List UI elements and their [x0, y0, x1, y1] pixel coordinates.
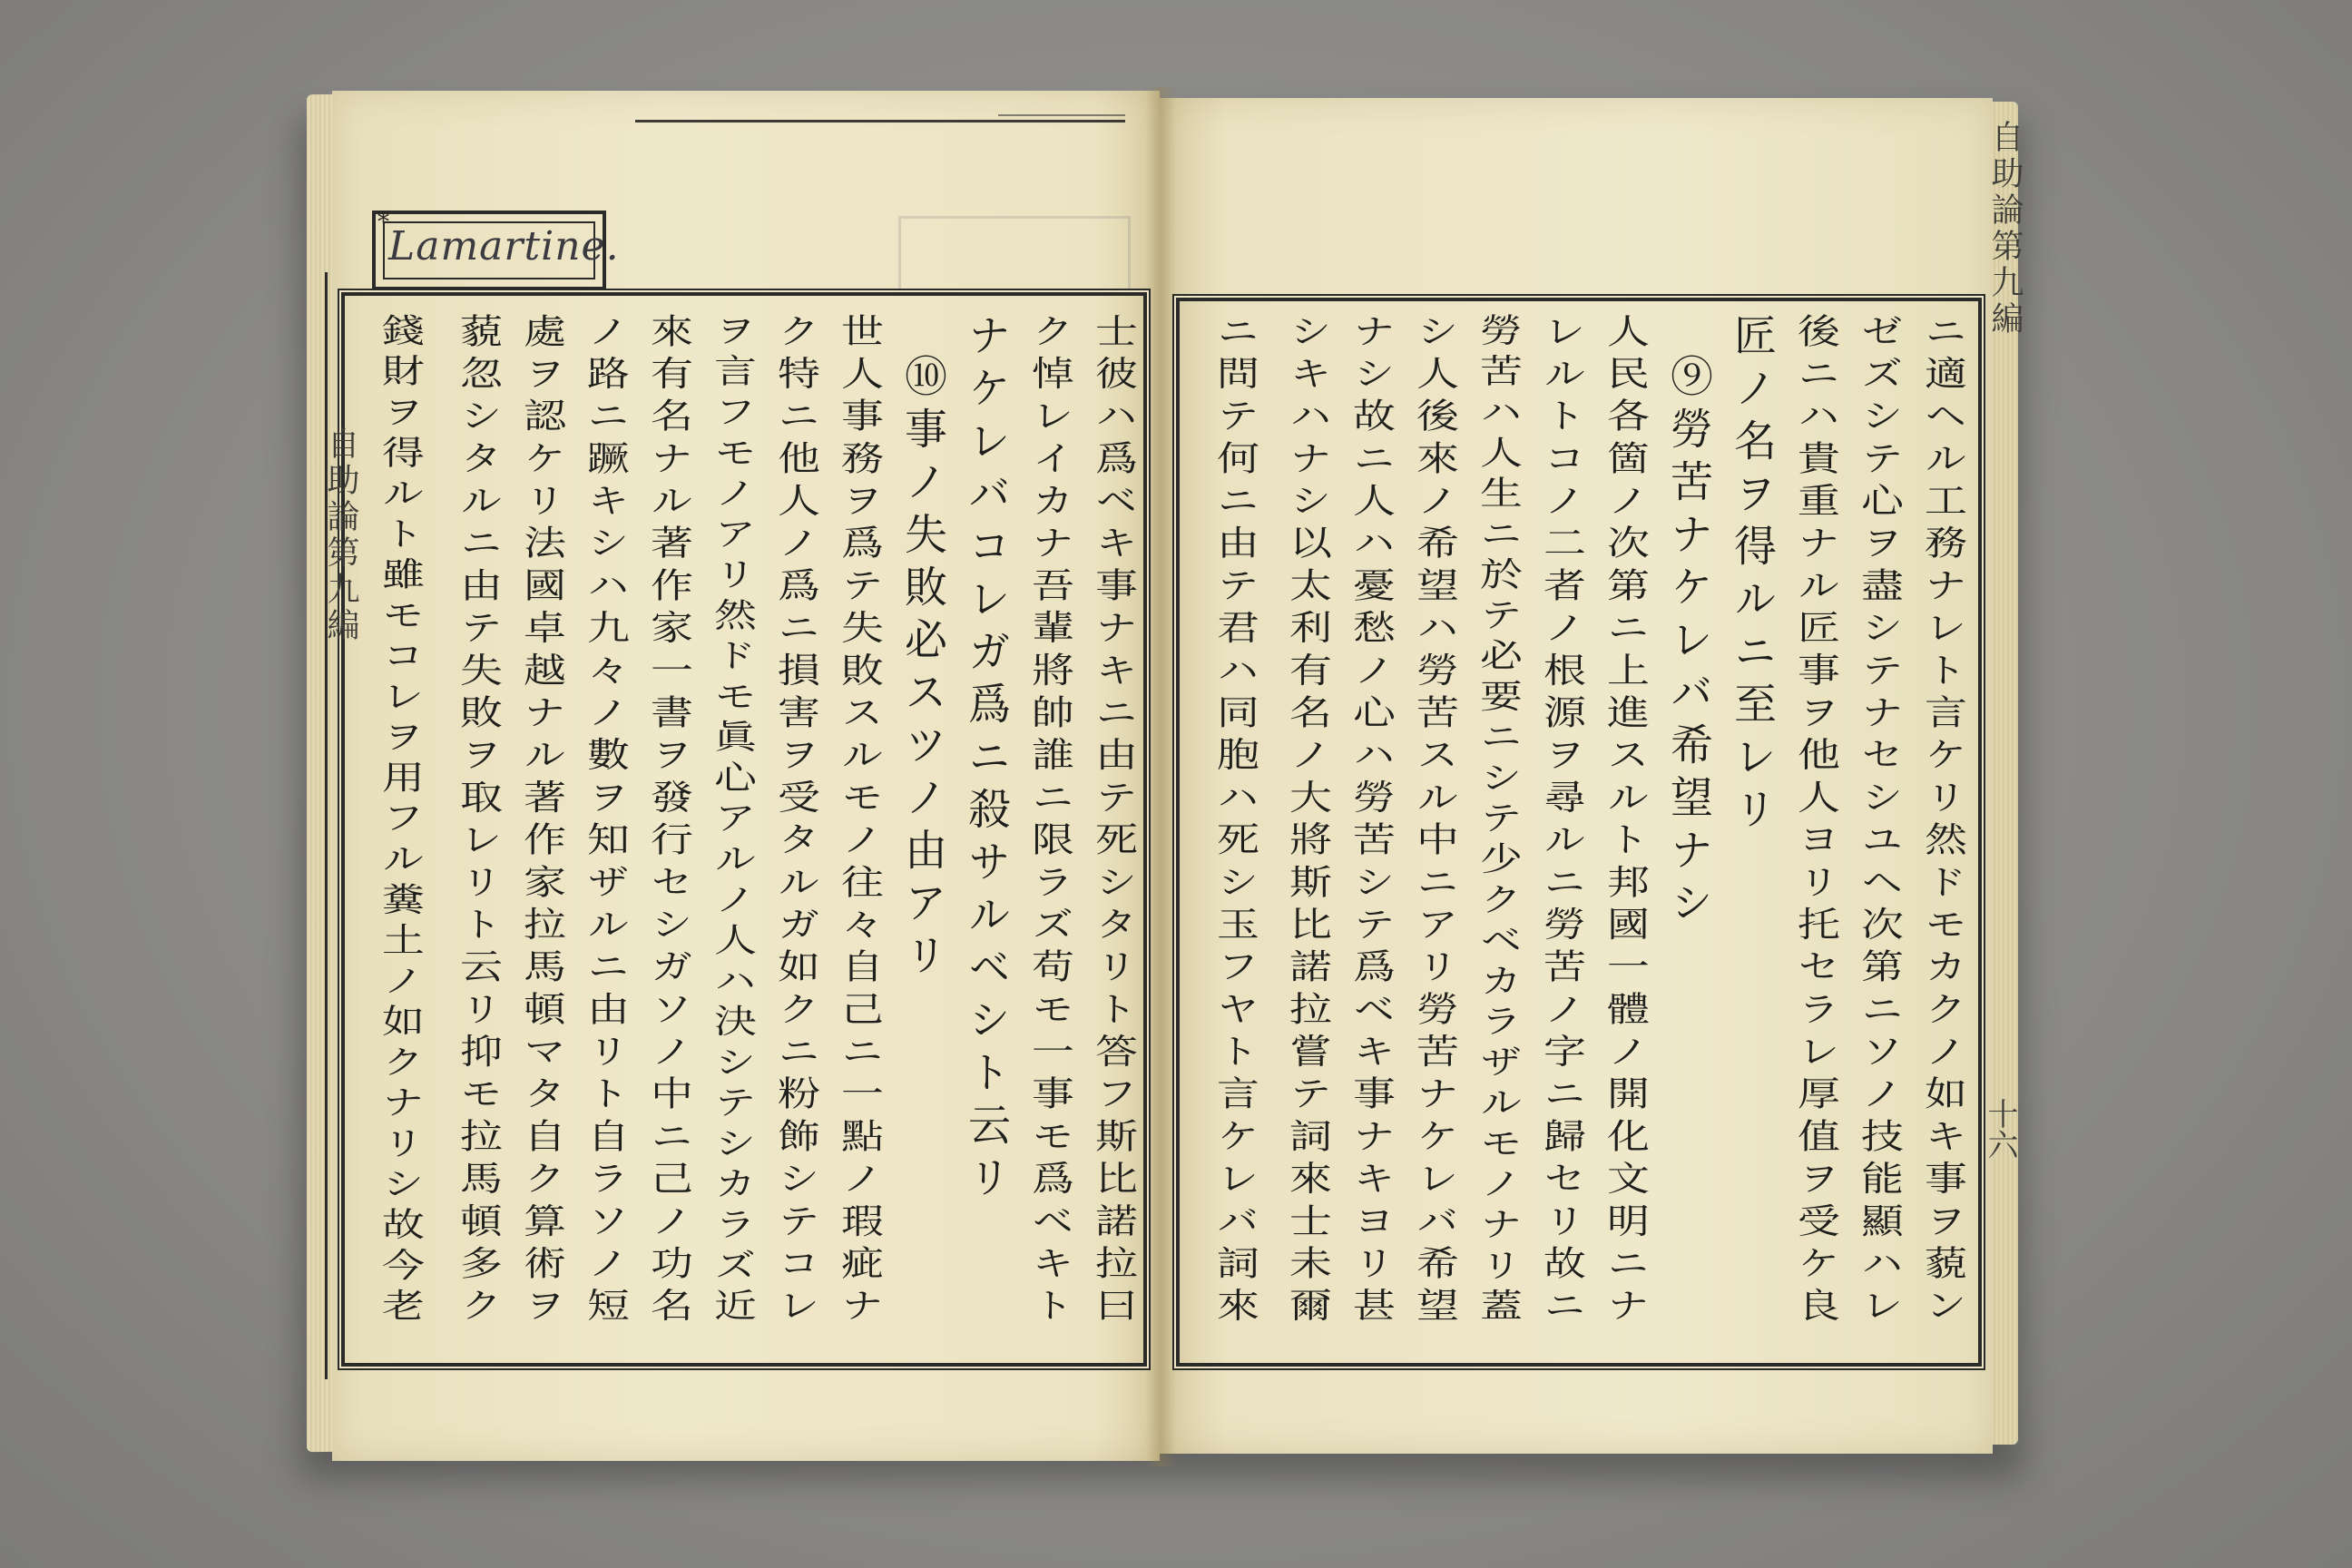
right-col-3: 後ニハ貴重ナル匠事ヲ他人ヨリ托セラレ厚值ヲ受ケ良 — [1790, 313, 1840, 1330]
right-col-10: ナシ故ニ人ハ憂愁ノ心ハ勞苦シテ爲ベキ事ナキヨリ甚 — [1346, 313, 1396, 1330]
top-rule-left — [635, 120, 1125, 122]
heading-cartouche — [372, 209, 620, 290]
right-col-6: 人民各箇ノ次第ニ上進スルト邦國一體ノ開化文明ニナ — [1600, 313, 1650, 1330]
left-col-3: ナケレバコレガ爲ニ殺サルベシト云リ — [961, 313, 1011, 1208]
right-col-7: レルトコノ二者ノ根源ヲ尋ルニ勞苦ノ字ニ歸セリ故ニ — [1536, 313, 1586, 1330]
footnote-asterisk: * — [377, 209, 389, 236]
show-through-mark — [898, 216, 1131, 294]
left-col-5: 世人事務ヲ爲テ失敗スルモノ往々自己ニ一點ノ瑕疵ナ — [834, 313, 884, 1330]
book-gutter — [1145, 87, 1176, 1466]
left-margin-title: 自助論第九編 — [322, 426, 359, 644]
left-col-7: ヲ言フモノアリ然ドモ眞心アルノ人ハ決シテシカラズ近 — [707, 313, 757, 1329]
folio-number: 十六 — [1982, 1098, 2018, 1160]
right-col-12: ニ問テ何ニ由テ君ハ同胞ハ死シ玉フヤト言ケレバ詞來 — [1210, 313, 1259, 1330]
top-rule-left-thin — [998, 114, 1125, 116]
left-col-2: ク悼レイカナ吾輩將帥誰ニ限ラズ苟モ一事モ爲ベキト — [1024, 313, 1074, 1330]
right-col-5: ⑨勞苦ナケレバ希望ナシ — [1663, 354, 1713, 933]
left-col-4: ⑩事ノ失敗必スツノ由アリ — [897, 354, 947, 985]
left-col-8: 來有名ナル著作家一書ヲ發行セシガソノ中ニ己ノ功名 — [643, 313, 693, 1330]
right-col-8: 勞苦ハ人生ニ於テ必要ニシテ少クベカラザルモノナリ蓋 — [1473, 313, 1523, 1329]
left-col-12: 錢財ヲ得ルト雖モコレヲ用フル糞土ノ如クナリシ故今老 — [375, 313, 425, 1329]
heading-text: Lamartine. — [388, 223, 620, 270]
left-col-1: 士彼ハ爲ベキ事ナキニ由テ死シタリト答フ斯比諾拉曰 — [1088, 313, 1138, 1330]
right-col-4: 匠ノ名ヲ得ルニ至レリ — [1727, 313, 1777, 839]
left-col-9: ノ路ニ蹶キシハ九々ノ數ヲ知ザルニ由リト自ラソノ短 — [580, 313, 630, 1330]
right-col-1: ニ適ヘル工務ナレト言ケリ然ドモカクノ如キ事ヲ藐ン — [1917, 313, 1967, 1330]
right-col-2: ゼズシテ心ヲ盡シテナセシユヘ次第ニソノ技能顯ハレ — [1854, 313, 1904, 1330]
right-col-9: シ人後來ノ希望ハ勞苦スル中ニアリ勞苦ナケレバ希望 — [1409, 313, 1459, 1330]
left-col-10: 處ヲ認ケリ法國卓越ナル著作家拉馬頓マタ自ク算術ヲ — [516, 313, 566, 1330]
right-margin-title: 自助論第九編 — [1986, 120, 2024, 338]
left-col-6: ク特ニ他人ノ爲ニ損害ヲ受タルガ如クニ粉飾シテコレ — [770, 313, 820, 1330]
right-col-11: シキハナシ以太利有名ノ大將斯比諾拉嘗テ詞來士未爾 — [1282, 313, 1332, 1330]
left-col-11: 藐忽シタルニ由テ失敗ヲ取レリト云リ抑モ拉馬頓多ク — [453, 313, 503, 1330]
